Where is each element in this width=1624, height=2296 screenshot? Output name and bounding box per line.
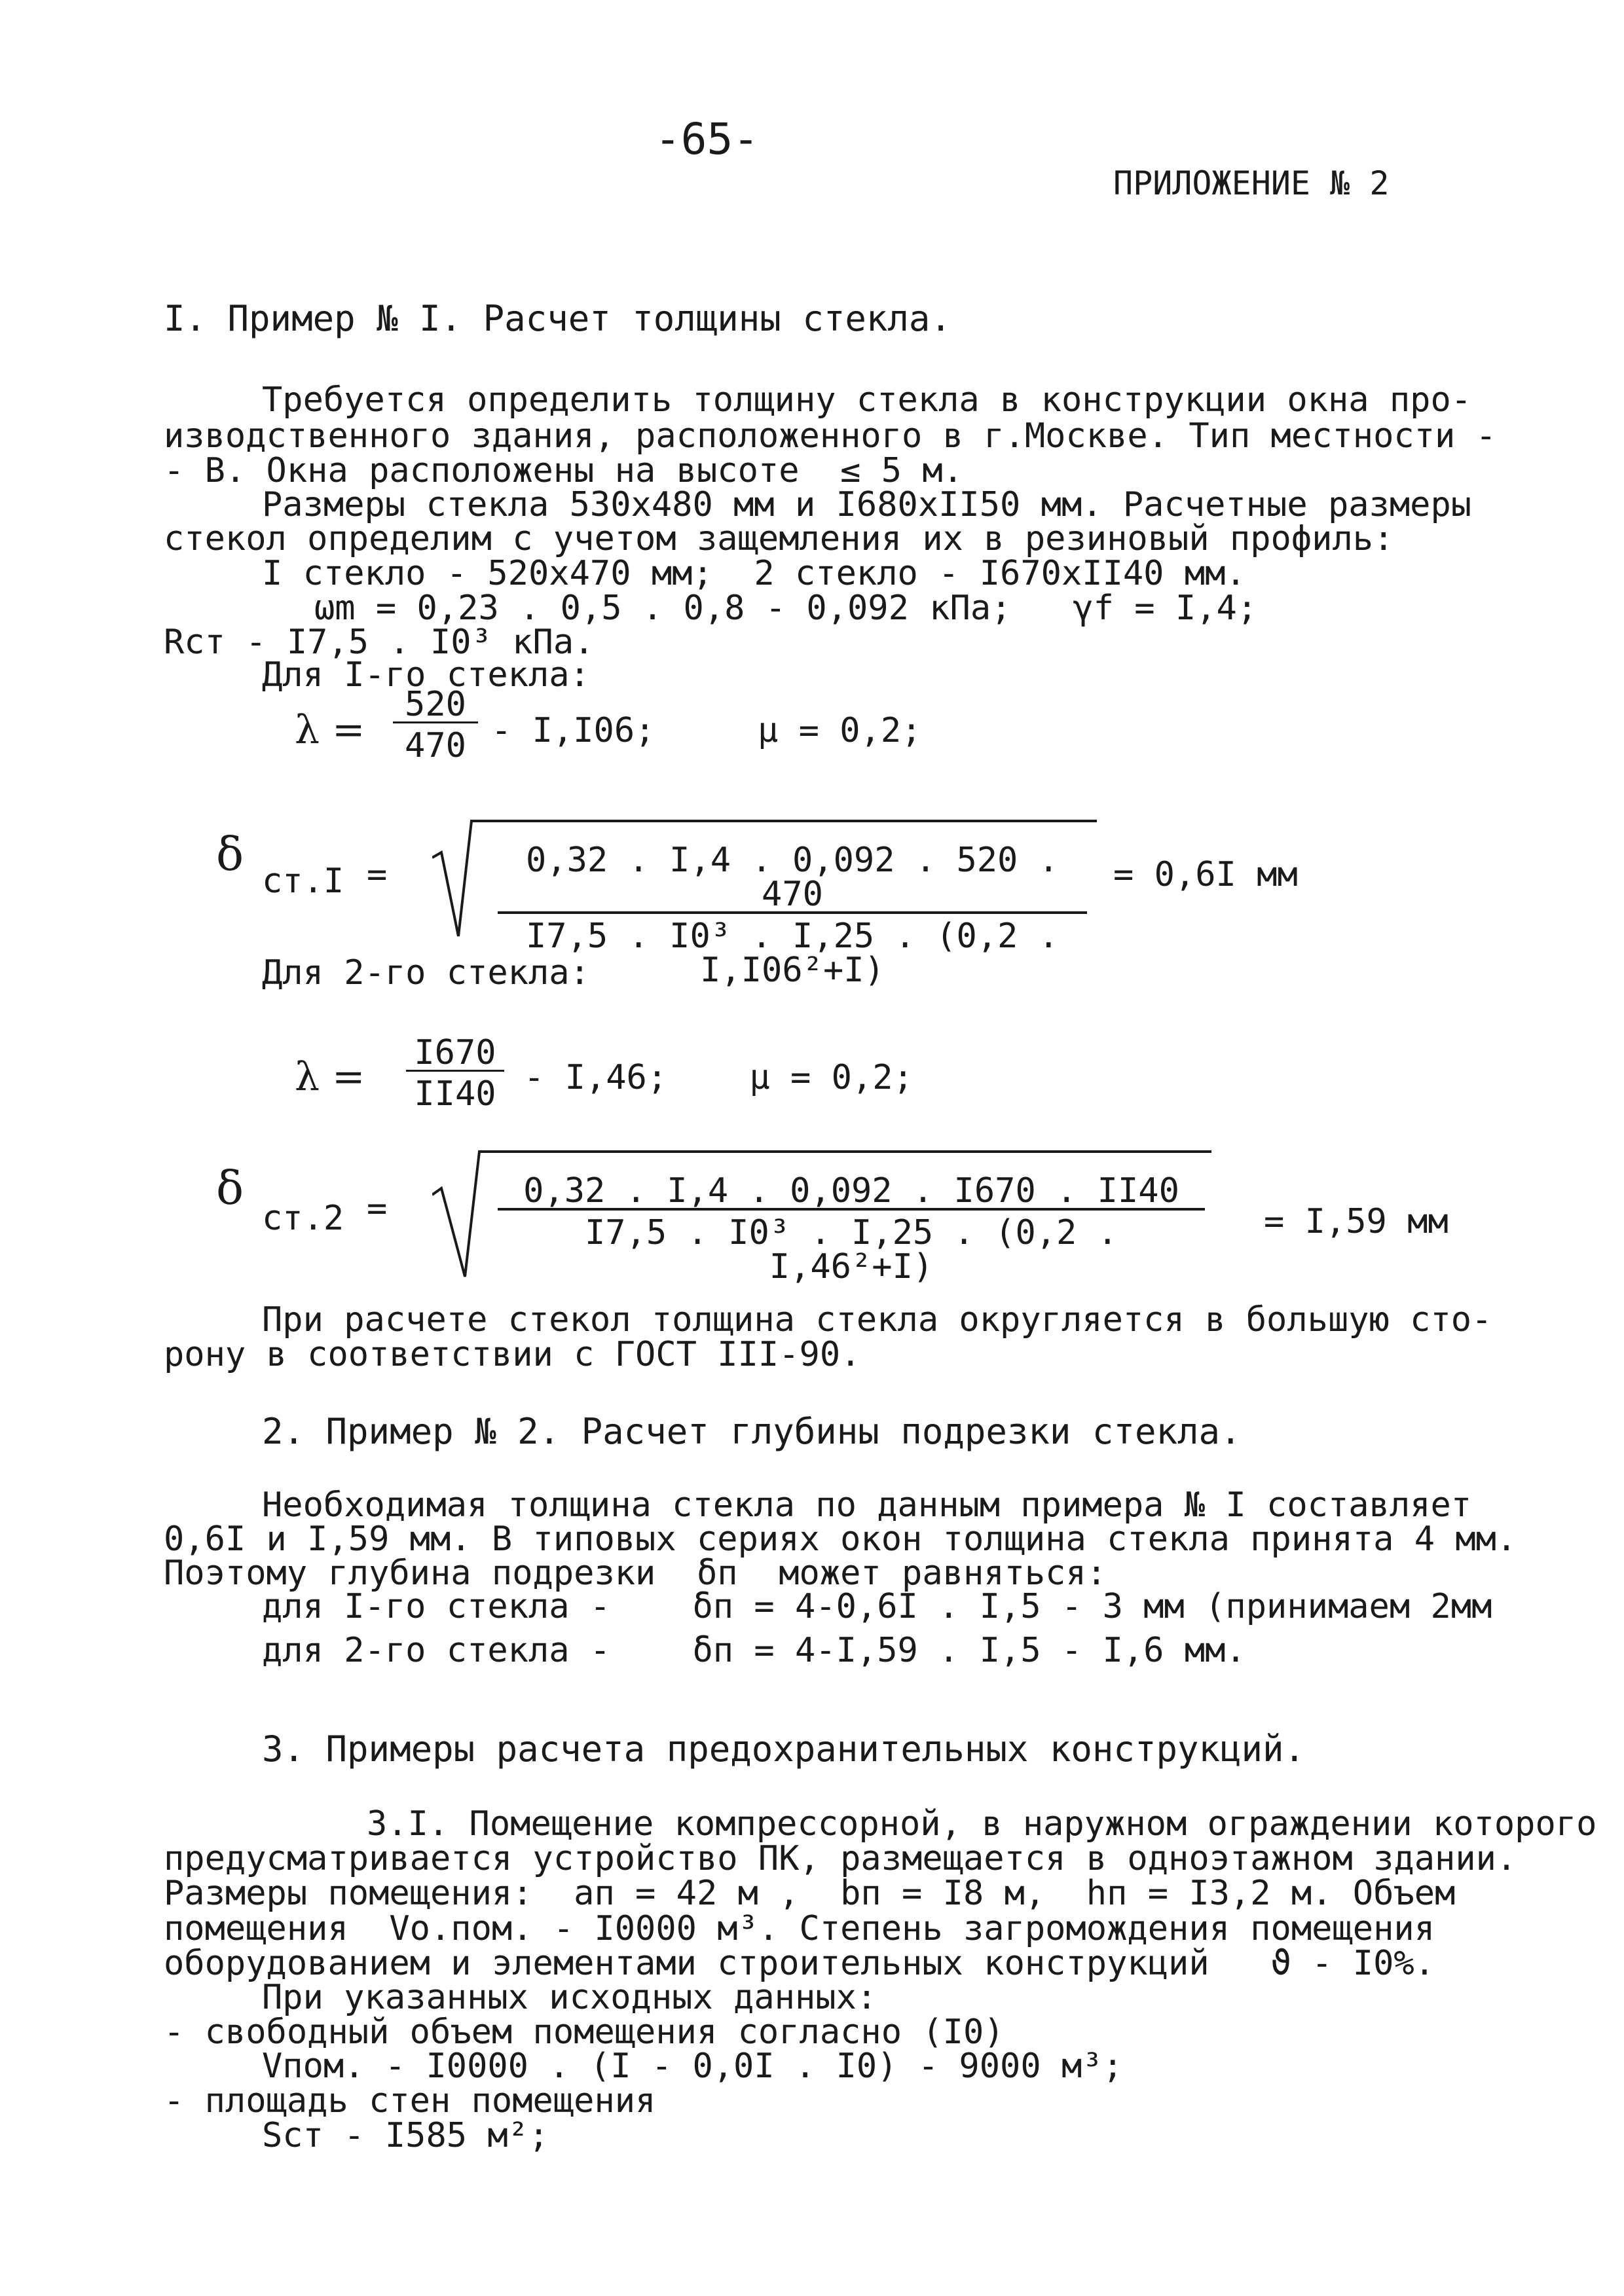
example3-line7: - свободный объем помещения согласно (I0) [164,2013,1005,2052]
delta2-equals: = [367,1189,388,1228]
delta2-subscript: ст.2 [262,1199,344,1238]
example3-line3: Размеры помещения: ап = 42 м , bп = I8 м, hп = I3,2 м. Объем [164,1874,1456,1913]
example1-para2-line2: стекол определим с учетом защемления их в резиновый профиль: [164,519,1394,558]
rounding-line1: При расчете стекол толщина стекла округляется в большую сто- [262,1300,1492,1339]
example1-para1-line3: - В. Окна расположены на высоте ≤ 5 м. [164,451,963,490]
example1-para2-line1: Размеры стекла 530х480 мм и I680хII50 мм. Расчетные размеры [262,485,1472,524]
lambda1-result: - I,I06; μ = 0,2; [491,711,922,750]
delta1-symbol: δ [216,828,244,881]
example1-para2-line3: I стекло - 520х470 мм; 2 стекло - I670хII40 мм. [262,554,1246,593]
lambda2-denominator: II40 [414,1074,496,1114]
lambda2-numerator: I670 [406,1036,504,1072]
example1-heading: I. Пример № I. Расчет толщины стекла. [164,298,951,339]
glass1-label: Для I-го стекла: [262,655,590,695]
example2-line3: Поэтому глубина подрезки δп может равняться: [164,1554,1107,1593]
wind-load-line: ωm = 0,23 . 0,5 . 0,8 - 0,092 кПа; γf = I,4; [314,589,1258,628]
delta2-result: = I,59 мм [1264,1202,1449,1241]
delta2-numerator: 0,32 . I,4 . 0,092 . I670 . II40 [498,1174,1205,1211]
example3-line10: Sст - I585 м²; [262,2116,549,2155]
example1-para1-line2: изводственного здания, расположенного в г.Москве. Тип местности - [164,416,1496,456]
example3-heading: 3. Примеры расчета предохранительных конструкций. [262,1728,1306,1770]
example3-line4: помещения Vо.пом. - I0000 м³. Степень загромождения помещения [164,1909,1435,1948]
example1-para1-line1: Требуется определить толщину стекла в конструкции окна про- [262,380,1472,420]
delta1-equals: = [367,855,388,894]
page-number: -65- [655,114,759,164]
lambda2-result: - I,46; μ = 0,2; [524,1058,913,1097]
delta2-symbol: δ [216,1161,244,1215]
delta1-numerator: 0,32 . I,4 . 0,092 . 520 . 470 [498,843,1087,914]
delta1-denominator: I7,5 . I0³ . I,25 . (0,2 . I,I06²+I) [526,917,1059,990]
delta1-subscript: ст.I [262,862,344,901]
lambda2-fraction [406,1033,504,1114]
example2-heading: 2. Пример № 2. Расчет глубины подрезки стекла. [262,1411,1242,1452]
delta1-result: = 0,6I мм [1113,855,1298,894]
example2-line4: для I-го стекла - δп = 4-0,6I . I,5 - 3 мм (принимаем 2мм [262,1587,1492,1626]
rounding-line2: рону в соответствии с ГОСТ III-90. [164,1335,861,1374]
glass2-label: Для 2-го стекла: [262,953,590,993]
delta2-denominator: I7,5 . I0³ . I,25 . (0,2 . I,46²+I) [585,1213,1118,1286]
delta2-fraction [498,1171,1205,1286]
lambda1-symbol: λ = [295,707,365,753]
appendix-label: ПРИЛОЖЕНИЕ № 2 [1113,164,1390,202]
example3-line5: оборудованием и элементами строительных конструкций ϑ - I0%. [164,1944,1435,1983]
example3-line6: При указанных исходных данных: [262,1978,877,2017]
example3-line2: предусматривается устройство ПК, размещается в одноэтажном здании. [164,1839,1517,1878]
lambda1-denominator: 470 [405,726,466,765]
example2-line1: Необходимая толщина стекла по данным примера № I составляет [262,1485,1472,1525]
example2-line5: для 2-го стекла - δп = 4-I,59 . I,5 - I,6 мм. [262,1631,1246,1670]
lambda2-symbol: λ = [295,1054,365,1100]
strength-line: Rст - I7,5 . I0³ кПа. [164,623,595,662]
example3-line8: Vпом. - I0000 . (I - 0,0I . I0) - 9000 м³; [262,2047,1123,2086]
lambda1-fraction [393,687,478,763]
example3-line1: 3.I. Помещение компрессорной, в наружном ограждении которого [367,1804,1597,1844]
lambda1-numerator: 520 [393,687,478,723]
example3-line9: - площадь стен помещения [164,2081,656,2121]
example2-line2: 0,6I и I,59 мм. В типовых сериях окон толщина стекла принята 4 мм. [164,1520,1517,1559]
